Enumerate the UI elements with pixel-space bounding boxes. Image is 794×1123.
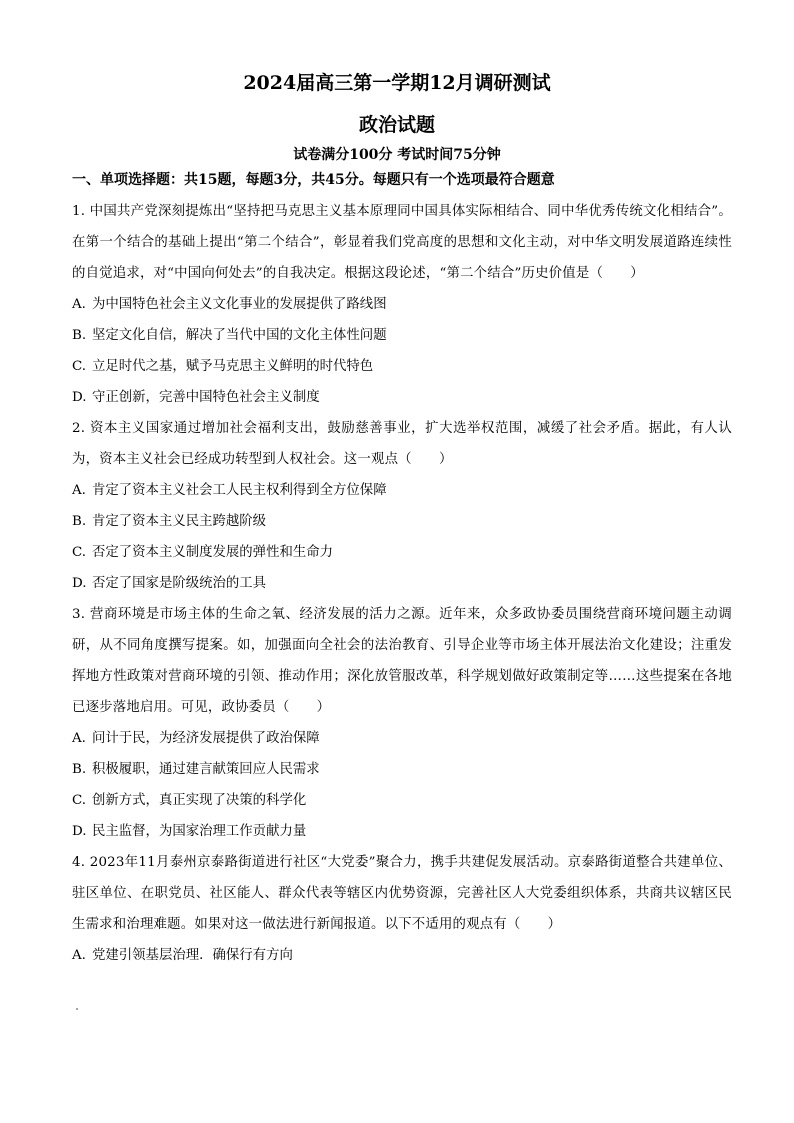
option-text: 守正创新，完善中国特色社会主义制度 — [92, 390, 320, 405]
option-text: 积极履职，通过建言献策回应人民需求 — [92, 762, 320, 777]
option-b[interactable] — [72, 320, 732, 351]
question-1 — [72, 196, 732, 413]
option-letter: D. — [72, 390, 87, 405]
option-letter: C. — [72, 545, 87, 560]
question-2 — [72, 413, 732, 599]
option-a[interactable] — [72, 723, 732, 754]
question-stem: 2. 资本主义国家通过增加社会福利支出，鼓励慈善事业，扩大选举权范围，减缓了社会矛盾。据此，有人认为，资本主义社会已经成功转型到人权社会。这一观点（ ） — [72, 421, 732, 467]
question-4 — [72, 847, 732, 971]
option-text: 坚定文化自信，解决了当代中国的文化主体性问题 — [92, 328, 387, 343]
section-heading: 一、单项选择题：共15题，每题3分，共45分。每题只有一个选项最符合题意 — [72, 172, 555, 188]
option-text: 肯定了资本主义民主跨越阶级 — [92, 514, 267, 529]
option-text: 肯定了资本主义社会工人民主权利得到全方位保障 — [92, 483, 387, 498]
option-d[interactable] — [72, 816, 732, 847]
option-letter: B. — [72, 514, 87, 529]
option-letter: A. — [72, 297, 86, 312]
question-stem: 1. 中国共产党深刻提炼出“坚持把马克思主义基本原理同中国具体实际相结合、同中华优秀传统文化相结合”。在第一个结合的基础上提出“第二个结合”，彰显着我们党高度的思想和文化主动，对中华文明发展道路连续性的自觉追求，对“中国向何处去”的自我决定。根据这段论述，“第二个结合”历史价值是（ ） — [72, 204, 732, 281]
option-letter: B. — [72, 328, 87, 343]
exam-title: 2024届高三第一学期12月调研测试 — [243, 72, 551, 94]
option-letter: B. — [72, 762, 87, 777]
option-text: 为中国特色社会主义文化事业的发展提供了路线图 — [92, 297, 387, 312]
stray-dot — [76, 1008, 78, 1010]
option-b[interactable] — [72, 754, 732, 785]
exam-info: 试卷满分100分 考试时间75分钟 — [293, 147, 501, 163]
question-stem: 3. 营商环境是市场主体的生命之氧、经济发展的活力之源。近年来，众多政协委员围绕营商环境问题主动调研，从不同角度撰写提案。如，加强面向全社会的法治教育、引导企业等市场主体开展法治文化建设；注重发挥地方性政策对营商环境的引领、推动作用；深化放管服改革，科学规划做好政策制定等……这些提案在各地已逐步落地启用。可见，政协委员（ ） — [72, 607, 732, 715]
option-letter: C. — [72, 793, 87, 808]
option-text: 创新方式，真正实现了决策的科学化 — [92, 793, 307, 808]
option-a[interactable] — [72, 289, 732, 320]
option-text: 民主监督，为国家治理工作贡献力量 — [92, 824, 307, 839]
question-stem: 4. 2023年11月泰州京泰路街道进行社区“大党委”聚合力，携手共建促发展活动。京泰路街道整合共建单位、驻区单位、在职党员、社区能人、群众代表等辖区内优势资源，完善社区人大党委组织体系，共商共议辖区民生需求和治理难题。如果对这一做法进行新闻报道。以下不适用的观点有（ ） — [72, 855, 732, 932]
subject-title: 政治试题 — [358, 114, 435, 136]
question-3 — [72, 599, 732, 847]
option-a[interactable] — [72, 475, 732, 506]
option-text: 立足时代之基，赋予马克思主义鲜明的时代特色 — [92, 359, 374, 374]
option-c[interactable] — [72, 351, 732, 382]
option-d[interactable] — [72, 568, 732, 599]
option-letter: C. — [72, 359, 87, 374]
option-text: 否定了资本主义制度发展的弹性和生命力 — [92, 545, 334, 560]
option-text: 问计于民，为经济发展提供了政治保障 — [92, 731, 320, 746]
option-letter: D. — [72, 576, 87, 591]
option-c[interactable] — [72, 537, 732, 568]
question-list — [72, 196, 732, 971]
option-a[interactable] — [72, 940, 732, 971]
option-letter: A. — [72, 483, 86, 498]
option-c[interactable] — [72, 785, 732, 816]
option-text: 党建引领基层治理．确保行有方向 — [92, 948, 293, 963]
option-letter: A. — [72, 731, 86, 746]
option-letter: D. — [72, 824, 87, 839]
option-b[interactable] — [72, 506, 732, 537]
option-text: 否定了国家是阶级统治的工具 — [92, 576, 267, 591]
option-letter: A. — [72, 948, 86, 963]
option-d[interactable] — [72, 382, 732, 413]
